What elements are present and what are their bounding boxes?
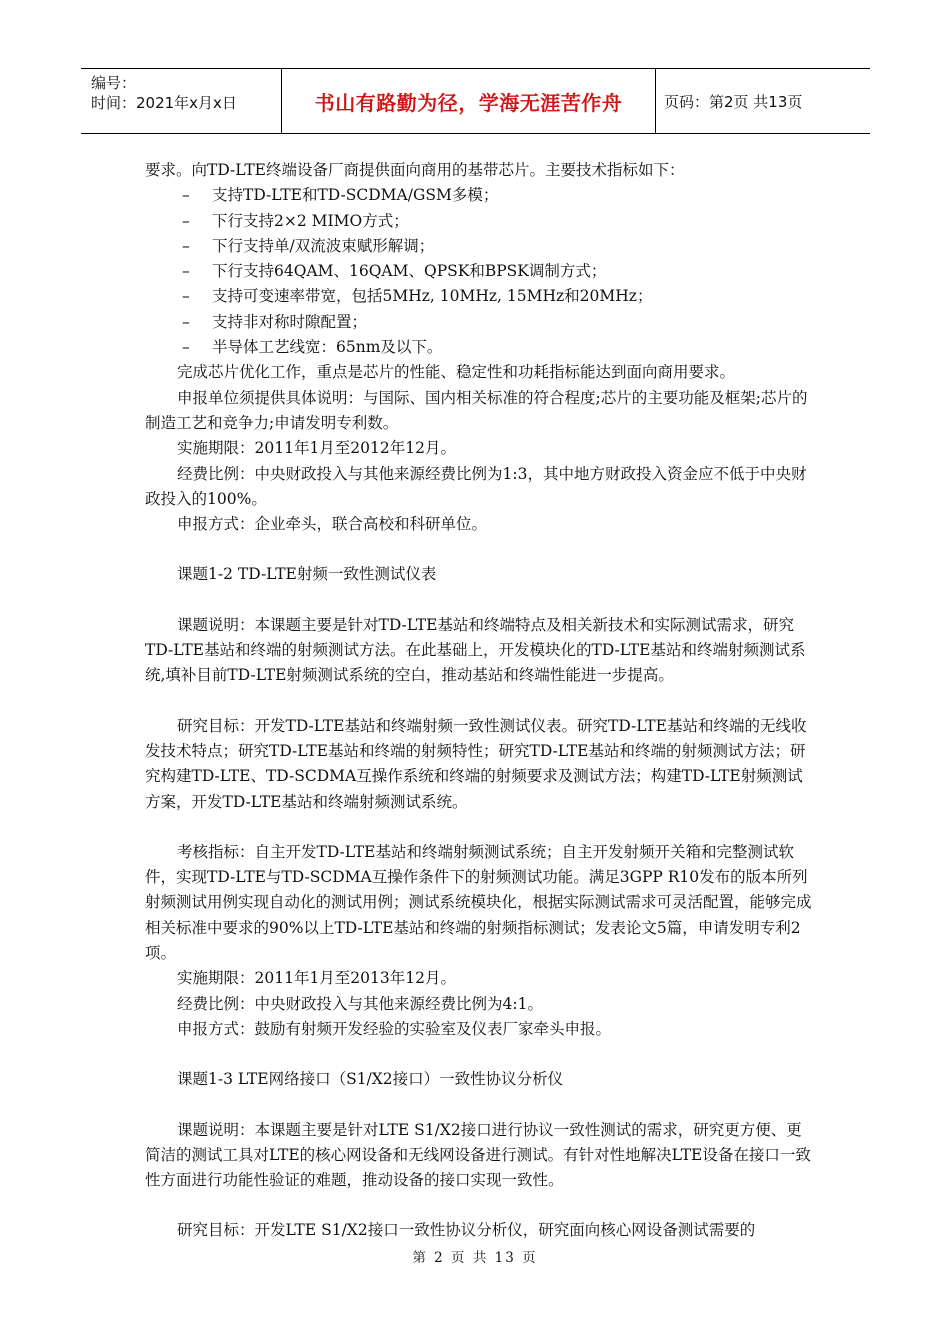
bullet-text: 支持可变速率带宽，包括5MHz, 10MHz, 15MHz和20MHz； — [212, 287, 653, 306]
header-motto: 书山有路勤为径，学海无涯苦作舟 — [282, 69, 656, 133]
bullet-dash: – — [182, 236, 190, 255]
bullet-item — [145, 335, 813, 360]
body-paragraph: 经费比例：中央财政投入与其他来源经费比例为1:3，其中地方财政投入资金应不低于中央财政投入的100%。 — [145, 464, 807, 508]
bullet-text: 下行支持2×2 MIMO方式； — [212, 211, 409, 230]
bullet-dash: – — [182, 211, 190, 230]
header-number-label: 编号： — [91, 74, 137, 92]
paragraph-gap — [145, 588, 813, 613]
body-paragraph: 经费比例：中央财政投入与其他来源经费比例为4:1。 — [177, 994, 543, 1013]
document-body — [145, 158, 813, 1244]
paragraph-gap — [145, 1193, 813, 1218]
body-paragraph: 研究目标：开发LTE S1/X2接口一致性协议分析仪，研究面向核心网设备测试需要的 — [177, 1221, 756, 1240]
body-paragraph: 申报方式：企业牵头，联合高校和科研单位。 — [177, 515, 488, 534]
header-time-label: 时间：2021年x月x日 — [91, 94, 237, 112]
body-paragraph: 申报方式：鼓励有射频开发经验的实验室及仪表厂家牵头申报。 — [177, 1019, 612, 1038]
paragraph-gap — [145, 815, 813, 840]
body-paragraph: 研究目标：开发TD-LTE基站和终端射频一致性测试仪表。研究TD-LTE基站和终端的无线收发技术特点；研究TD-LTE基站和终端的射频特性；研究TD-LTE基站和终端的射频测试方法；研究构建TD-LTE、TD-SCDMA互操作系统和终端的射频要求及测试方法；构建TD-LTE射频测试方案，开发TD-LTE基站和终端射频测试系统。 — [145, 716, 807, 811]
page-footer: 第 2 页 共 13 页 — [412, 1250, 538, 1266]
body-paragraph: 实施期限：2011年1月至2012年12月。 — [177, 439, 456, 458]
paragraph-gap — [145, 689, 813, 714]
header-page-label: 页码：第2页 共13页 — [664, 92, 803, 111]
bullet-dash: – — [182, 262, 190, 281]
body-paragraph: 申报单位须提供具体说明：与国际、国内相关标准的符合程度;芯片的主要功能及框架;芯片的制造工艺和竞争力;申请发明专利数。 — [145, 388, 808, 432]
paragraph-gap — [145, 537, 813, 562]
bullet-item — [145, 259, 813, 284]
body-paragraph: 考核指标：自主开发TD-LTE基站和终端射频测试系统；自主开发射频开关箱和完整测试软件，实现TD-LTE与TD-SCDMA互操作条件下的射频测试功能。满足3GPP R10发布的版本所列射频测试用例实现自动化的测试用例；测试系统模块化，根据实际测试需求可灵活配置，能够完成相关标准中要求的90%以上TD-LTE基站和终端的射频指标测试；发表论文5篇，申请发明专利2项。 — [145, 842, 812, 963]
body-paragraph: 要求。向TD-LTE终端设备厂商提供面向商用的基带芯片。主要技术指标如下： — [145, 161, 685, 179]
bullet-item — [145, 310, 813, 335]
bullet-item — [145, 284, 813, 309]
bullet-dash: – — [182, 287, 190, 306]
body-paragraph: 实施期限：2011年1月至2013年12月。 — [177, 969, 456, 988]
page-header — [81, 68, 870, 134]
bullet-text: 下行支持单/双流波束赋形解调； — [212, 236, 435, 255]
bullet-dash: – — [182, 338, 190, 357]
bullet-item — [145, 234, 813, 259]
body-paragraph: 课题说明：本课题主要是针对TD-LTE基站和终端特点及相关新技术和实际测试需求，研究TD-LTE基站和终端的射频测试方法。在此基础上，开发模块化的TD-LTE基站和终端射频测试系统,填补目前TD-LTE射频测试系统的空白，推动基站和终端性能进一步提高。 — [145, 615, 806, 685]
paragraph-gap — [145, 1093, 813, 1118]
bullet-dash: – — [182, 186, 190, 205]
body-paragraph: 课题说明：本课题主要是针对LTE S1/X2接口进行协议一致性测试的需求，研究更方便、更简洁的测试工具对LTE的核心网设备和无线网设备进行测试。有针对性地解决LTE设备在接口一致性方面进行功能性验证的难题，推动设备的接口实现一致性。 — [145, 1120, 811, 1190]
bullet-item — [145, 183, 813, 208]
body-paragraph: 完成芯片优化工作，重点是芯片的性能、稳定性和功耗指标能达到面向商用要求。 — [177, 363, 736, 382]
body-paragraph: 课题1-3 LTE网络接口（S1/X2接口）一致性协议分析仪 — [177, 1070, 564, 1089]
header-meta — [81, 69, 282, 133]
bullet-text: 半导体工艺线宽：65nm及以下。 — [212, 338, 443, 357]
bullet-item — [145, 209, 813, 234]
body-paragraph: 课题1-2 TD-LTE射频一致性测试仪表 — [177, 565, 437, 584]
paragraph-gap — [145, 1042, 813, 1067]
bullet-text: 下行支持64QAM、16QAM、QPSK和BPSK调制方式； — [212, 262, 607, 281]
bullet-dash: – — [182, 312, 190, 331]
bullet-text: 支持TD-LTE和TD-SCDMA/GSM多模； — [212, 186, 499, 205]
bullet-text: 支持非对称时隙配置； — [212, 312, 368, 331]
